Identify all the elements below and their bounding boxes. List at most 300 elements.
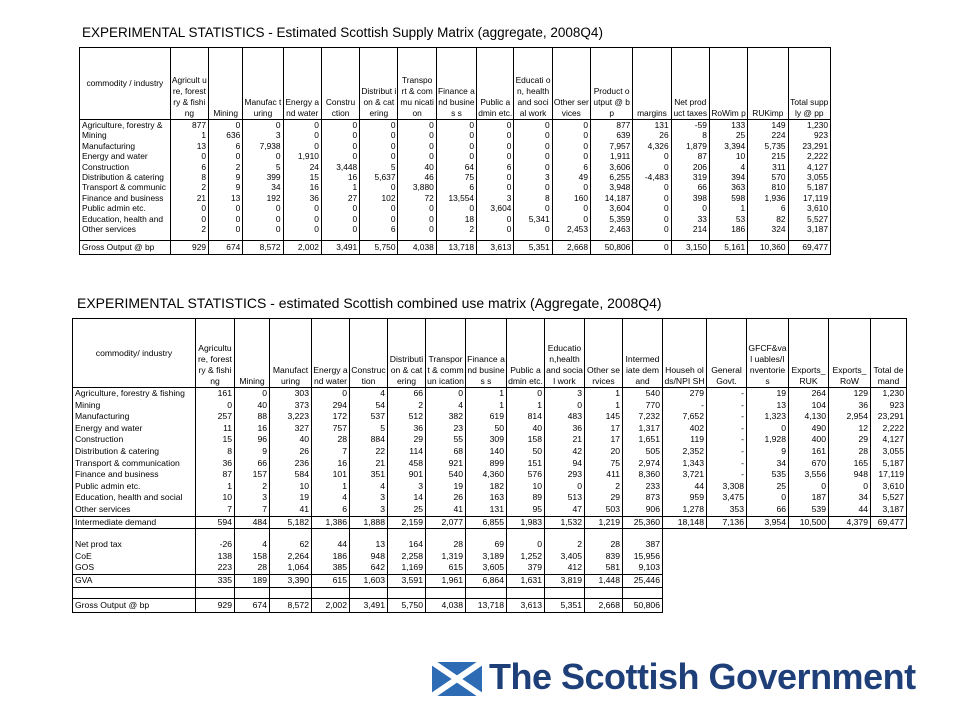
cell-value: 10,360 [748, 241, 788, 255]
cell-value [507, 529, 545, 540]
cell-value: 28 [426, 539, 466, 551]
cell-value: 214 [671, 224, 709, 234]
cell-value: 6 [436, 182, 476, 192]
cell-value: 89 [507, 492, 545, 504]
cell-value: 3,610 [871, 481, 907, 493]
cell-value: 1,343 [663, 458, 707, 470]
header-row [73, 319, 907, 388]
cell-value: 537 [350, 411, 388, 423]
cell-value: 1,448 [585, 574, 623, 587]
empty-cell [789, 539, 829, 551]
cell-value: 6 [312, 504, 350, 516]
empty-cell [871, 539, 907, 551]
cell-value: 36 [196, 458, 235, 470]
cell-value: 16 [321, 172, 359, 182]
cell-value: 3 [545, 388, 585, 400]
cell-value: 0 [360, 203, 398, 213]
cell-value: 6,864 [466, 574, 507, 587]
cell-value: 5,359 [590, 214, 632, 224]
cell-value: 3,150 [671, 241, 709, 255]
cell-value: 594 [196, 516, 235, 529]
cell-value: 0 [360, 120, 398, 131]
cell-value: Total supply @ pp [788, 48, 830, 120]
empty-cell [829, 529, 871, 540]
cell-value: 0 [747, 423, 789, 435]
cell-value: 770 [623, 400, 663, 412]
cell-value: 373 [270, 400, 312, 412]
table-row [80, 214, 831, 224]
row-label: Energy and water [80, 151, 171, 161]
cell-value: 8,572 [270, 598, 312, 612]
cell-value: 1,651 [623, 434, 663, 446]
cell-value: Mining [209, 48, 243, 120]
cell-value: 23,291 [871, 411, 907, 423]
cell-value: 503 [585, 504, 623, 516]
cell-value: 13 [747, 400, 789, 412]
cell-value: 3,448 [321, 162, 359, 172]
cell-value: 0 [477, 130, 514, 140]
cell-value: 3,721 [663, 469, 707, 481]
table-row [80, 224, 831, 234]
cell-value: 8 [196, 446, 235, 458]
row-label: Public admin etc. [73, 481, 196, 493]
empty-cell [829, 562, 871, 574]
cell-value: 382 [426, 411, 466, 423]
cell-value: 327 [270, 423, 312, 435]
empty-cell [747, 562, 789, 574]
cell-value: 0 [312, 388, 350, 400]
cell-value [426, 529, 466, 540]
cell-value: 0 [477, 214, 514, 224]
cell-value: 8 [514, 193, 552, 203]
table-row [80, 162, 831, 172]
cell-value: 1,219 [585, 516, 623, 529]
cell-value: 72 [398, 193, 436, 203]
cell-value: 10 [196, 492, 235, 504]
cell-value: Manufact uring [270, 319, 312, 388]
cell-value: 4 [426, 400, 466, 412]
cell-value: 411 [585, 469, 623, 481]
cell-value: 0 [633, 162, 671, 172]
cell-value: RUKimp [748, 48, 788, 120]
cell-value [235, 587, 270, 598]
cell-value: 3,880 [398, 182, 436, 192]
cell-value: 9 [747, 446, 789, 458]
cell-value: 351 [350, 469, 388, 481]
cell-value: 96 [235, 434, 270, 446]
cell-value: 923 [788, 130, 830, 140]
cell-value: 46 [398, 172, 436, 182]
cell-value: Manufac turing [243, 48, 283, 120]
cell-value: 40 [398, 162, 436, 172]
cell-value: 2 [585, 481, 623, 493]
cell-value: 17 [585, 434, 623, 446]
cell-value: 1,532 [545, 516, 585, 529]
cell-value: 877 [590, 120, 632, 131]
cell-value: 0 [243, 203, 283, 213]
cell-value: 66 [671, 182, 709, 192]
cell-value: 186 [312, 551, 350, 563]
cell-value: 1,603 [350, 574, 388, 587]
cell-value: 1,169 [388, 562, 426, 574]
empty-cell [707, 551, 747, 563]
cell-value: 15,956 [623, 551, 663, 563]
cell-value [585, 587, 623, 598]
cell-value: 4 [709, 162, 747, 172]
cell-value: 66 [747, 504, 789, 516]
cell-value: 138 [196, 551, 235, 563]
cell-value: 385 [312, 562, 350, 574]
cell-value: 69,477 [871, 516, 907, 529]
cell-value: 101 [312, 469, 350, 481]
cell-value: 41 [426, 504, 466, 516]
cell-value: 36 [545, 423, 585, 435]
cell-value: -59 [671, 120, 709, 131]
table-row [73, 458, 907, 470]
cell-value: 0 [196, 400, 235, 412]
cell-value: 3,405 [545, 551, 585, 563]
cell-value: 26 [633, 130, 671, 140]
empty-cell [871, 574, 907, 587]
cell-value: 13 [170, 141, 208, 151]
cell-value [350, 529, 388, 540]
cell-value: 140 [466, 446, 507, 458]
cell-value: 0 [321, 130, 359, 140]
cell-value: 0 [477, 172, 514, 182]
cell-value: 158 [235, 551, 270, 563]
cell-value: 3 [477, 193, 514, 203]
cell-value: 3 [350, 504, 388, 516]
cell-value: 50,806 [590, 241, 632, 255]
cell-value [235, 529, 270, 540]
table-row [80, 172, 831, 182]
cell-value: 88 [235, 411, 270, 423]
cell-value: 0 [633, 182, 671, 192]
cell-value: 0 [633, 203, 671, 213]
cell-value: Intermed iate demand [623, 319, 663, 388]
row-label: Other services [73, 504, 196, 516]
cell-value: 2 [388, 400, 426, 412]
cell-value: 21 [545, 434, 585, 446]
cell-value: 0 [747, 492, 789, 504]
cell-value: 0 [170, 151, 208, 161]
cell-value: 16 [283, 182, 321, 192]
cell-value: 3,606 [590, 162, 632, 172]
cell-value: 18,148 [663, 516, 707, 529]
cell-value: 189 [235, 574, 270, 587]
cell-value: 0 [360, 141, 398, 151]
cell-value: Exports_ RUK [789, 319, 829, 388]
cell-value: 0 [477, 182, 514, 192]
cell-value: 0 [633, 193, 671, 203]
cell-value: 293 [545, 469, 585, 481]
cell-value: 34 [829, 492, 871, 504]
cell-value: 0 [398, 224, 436, 234]
cell-value: 10,500 [789, 516, 829, 529]
cell-value: Public admin etc. [507, 319, 545, 388]
cell-value: Finance and busines s [466, 319, 507, 388]
gross-output-row [73, 598, 907, 612]
row-label: Transport & communication [73, 458, 196, 470]
cell-value: 1 [196, 481, 235, 493]
cell-value: 512 [388, 411, 426, 423]
cell-value: Public admin etc. [477, 48, 514, 120]
row-label: Mining [80, 130, 171, 140]
cell-value: 75 [436, 172, 476, 182]
empty-cell [707, 587, 747, 598]
empty-cell [707, 598, 747, 612]
cell-value: 10 [507, 481, 545, 493]
cell-value: 0 [436, 151, 476, 161]
cell-value: 6 [209, 141, 243, 151]
cell-value: 615 [312, 574, 350, 587]
cell-value: 0 [426, 388, 466, 400]
cell-value: 1,319 [426, 551, 466, 563]
cell-value: 3,954 [747, 516, 789, 529]
cell-value: 0 [552, 141, 590, 151]
cell-value: 0 [789, 481, 829, 493]
cell-value [350, 587, 388, 598]
cell-value: 1,230 [871, 388, 907, 400]
cell-value: 2,352 [663, 446, 707, 458]
cell-value: 3,610 [788, 203, 830, 213]
cell-value: 2,668 [552, 241, 590, 255]
cell-value: 29 [585, 492, 623, 504]
cell-value: 21 [350, 458, 388, 470]
cell-value: 2,258 [388, 551, 426, 563]
cell-value: 5,750 [388, 598, 426, 612]
cell-value [466, 587, 507, 598]
cell-value: 49 [552, 172, 590, 182]
cell-value: - [707, 400, 747, 412]
cell-value: 1,910 [283, 151, 321, 161]
cell-value: 0 [321, 141, 359, 151]
cell-value: 0 [477, 151, 514, 161]
cell-value: 353 [707, 504, 747, 516]
cell-value: 161 [789, 446, 829, 458]
cell-value: 539 [789, 504, 829, 516]
cell-value: 1,278 [663, 504, 707, 516]
cell-value [507, 587, 545, 598]
cell-value: 16 [312, 458, 350, 470]
cell-value: 6,855 [466, 516, 507, 529]
cell-value: 1,983 [507, 516, 545, 529]
cell-value: 0 [514, 130, 552, 140]
cell-value: 20 [585, 446, 623, 458]
empty-cell [663, 562, 707, 574]
cell-value: 5 [360, 162, 398, 172]
cell-value: 0 [243, 214, 283, 224]
cell-value: 1,879 [671, 141, 709, 151]
row-label: Intermediate demand [73, 516, 196, 529]
cell-value: 1 [507, 400, 545, 412]
cell-value: 133 [709, 120, 747, 131]
row-label: Transport & communic [80, 182, 171, 192]
cell-value: 7 [196, 504, 235, 516]
cell-value: 0 [552, 203, 590, 213]
cell-value: 3,556 [789, 469, 829, 481]
cell-value: 12 [829, 423, 871, 435]
cell-value [545, 529, 585, 540]
cell-value: 294 [312, 400, 350, 412]
cell-value: 2,002 [283, 241, 321, 255]
cell-value: 7 [235, 504, 270, 516]
cell-value: 53 [709, 214, 747, 224]
cell-value: 0 [545, 400, 585, 412]
cell-value: - [663, 400, 707, 412]
cell-value: 17,119 [871, 469, 907, 481]
cell-value: margins [633, 48, 671, 120]
cell-value [270, 587, 312, 598]
cell-value: 34 [747, 458, 789, 470]
cell-value: 5,750 [360, 241, 398, 255]
row-label: Agriculture, forestry & [80, 120, 171, 131]
empty-cell [747, 587, 789, 598]
cell-value: 26 [270, 446, 312, 458]
cell-value: 0 [321, 203, 359, 213]
cell-value: 14 [388, 492, 426, 504]
empty-cell [747, 529, 789, 540]
cell-value: -26 [196, 539, 235, 551]
cell-value: 0 [477, 141, 514, 151]
cell-value: 2,222 [871, 423, 907, 435]
empty-cell [829, 539, 871, 551]
cell-value: 0 [477, 120, 514, 131]
cell-value: 0 [514, 224, 552, 234]
empty-cell [871, 551, 907, 563]
cell-value: 4,038 [398, 241, 436, 255]
empty-cell [871, 598, 907, 612]
cell-value: 619 [466, 411, 507, 423]
cell-value: 19 [747, 388, 789, 400]
cell-value: 5,187 [788, 182, 830, 192]
cell-value: 0 [829, 481, 871, 493]
empty-cell [829, 587, 871, 598]
cell-value: 15 [196, 434, 235, 446]
cell-value: 10 [270, 481, 312, 493]
cell-value: 398 [671, 193, 709, 203]
cell-value: 412 [545, 562, 585, 574]
empty-cell [789, 574, 829, 587]
supply-matrix-table [79, 47, 831, 255]
coe-row [73, 551, 907, 563]
cell-value: 102 [360, 193, 398, 203]
cell-value: 2,222 [788, 151, 830, 161]
cell-value: - [707, 388, 747, 400]
cell-value: 0 [243, 120, 283, 131]
cell-value: 0 [360, 151, 398, 161]
cell-value [466, 529, 507, 540]
cell-value: 0 [321, 214, 359, 224]
cell-value: 104 [789, 400, 829, 412]
cell-value: 387 [623, 539, 663, 551]
row-label: Other services [80, 224, 171, 234]
row-label: commodity/ industry [73, 319, 196, 388]
empty-cell [789, 529, 829, 540]
cell-value: 319 [671, 172, 709, 182]
cell-value: Construc tion [350, 319, 388, 388]
cell-value: 2,002 [312, 598, 350, 612]
cell-value: 42 [545, 446, 585, 458]
cell-value: 3,475 [707, 492, 747, 504]
cell-value: 25 [709, 130, 747, 140]
row-label: Distribution & catering [80, 172, 171, 182]
cell-value: 540 [623, 388, 663, 400]
cell-value: 636 [209, 130, 243, 140]
cell-value: 3,613 [477, 241, 514, 255]
cell-value: 94 [545, 458, 585, 470]
cell-value: 8 [170, 172, 208, 182]
cell-value: 50,806 [623, 598, 663, 612]
empty-cell [663, 574, 707, 587]
cell-value: 6 [477, 162, 514, 172]
row-label: GOS [73, 562, 196, 574]
cell-value: 3,390 [270, 574, 312, 587]
cell-value: 1,961 [426, 574, 466, 587]
row-label: Net prod tax [73, 539, 196, 551]
cell-value: 28 [585, 539, 623, 551]
cell-value: 1 [709, 203, 747, 213]
empty-cell [789, 598, 829, 612]
cell-value [623, 529, 663, 540]
cell-value: 0 [283, 141, 321, 151]
cell-value: 674 [235, 598, 270, 612]
cell-value: 7,938 [243, 141, 283, 151]
cell-value: 906 [623, 504, 663, 516]
cell-value: 5 [243, 162, 283, 172]
cell-value: - [707, 458, 747, 470]
cell-value: 2 [209, 162, 243, 172]
cell-value: 6,255 [590, 172, 632, 182]
table-row [73, 446, 907, 458]
cell-value: 0 [552, 182, 590, 192]
gos-row [73, 562, 907, 574]
cell-value: 0 [436, 130, 476, 140]
cell-value: 0 [633, 224, 671, 234]
cell-value: 4,379 [829, 516, 871, 529]
cell-value: 1,928 [747, 434, 789, 446]
cell-value: 69 [466, 539, 507, 551]
cell-value: 1,323 [747, 411, 789, 423]
use-matrix-table [72, 318, 907, 613]
row-label: Manufacturing [80, 141, 171, 151]
cell-value: - [707, 446, 747, 458]
cell-value: 17,119 [788, 193, 830, 203]
cell-value: 0 [360, 214, 398, 224]
cell-value: 165 [829, 458, 871, 470]
cell-value: 674 [209, 241, 243, 255]
row-label: commodity / industry [80, 48, 171, 120]
cell-value: 1 [312, 481, 350, 493]
cell-value: 0 [209, 120, 243, 131]
cell-value: 40 [270, 434, 312, 446]
cell-value: 363 [709, 182, 747, 192]
row-label: Gross Output @ bp [73, 598, 196, 612]
cell-value: 3,308 [707, 481, 747, 493]
cell-value: Other services [552, 48, 590, 120]
cell-value: 1 [466, 388, 507, 400]
table-row [73, 388, 907, 400]
cell-value: 27 [321, 193, 359, 203]
cell-value: 3,055 [871, 446, 907, 458]
cell-value: 959 [663, 492, 707, 504]
cell-value: Transpor t & commun ication [426, 319, 466, 388]
cell-value: 0 [321, 151, 359, 161]
table-row [73, 492, 907, 504]
row-label: Education, health and social [73, 492, 196, 504]
cell-value: 50 [466, 423, 507, 435]
table-row [73, 504, 907, 516]
